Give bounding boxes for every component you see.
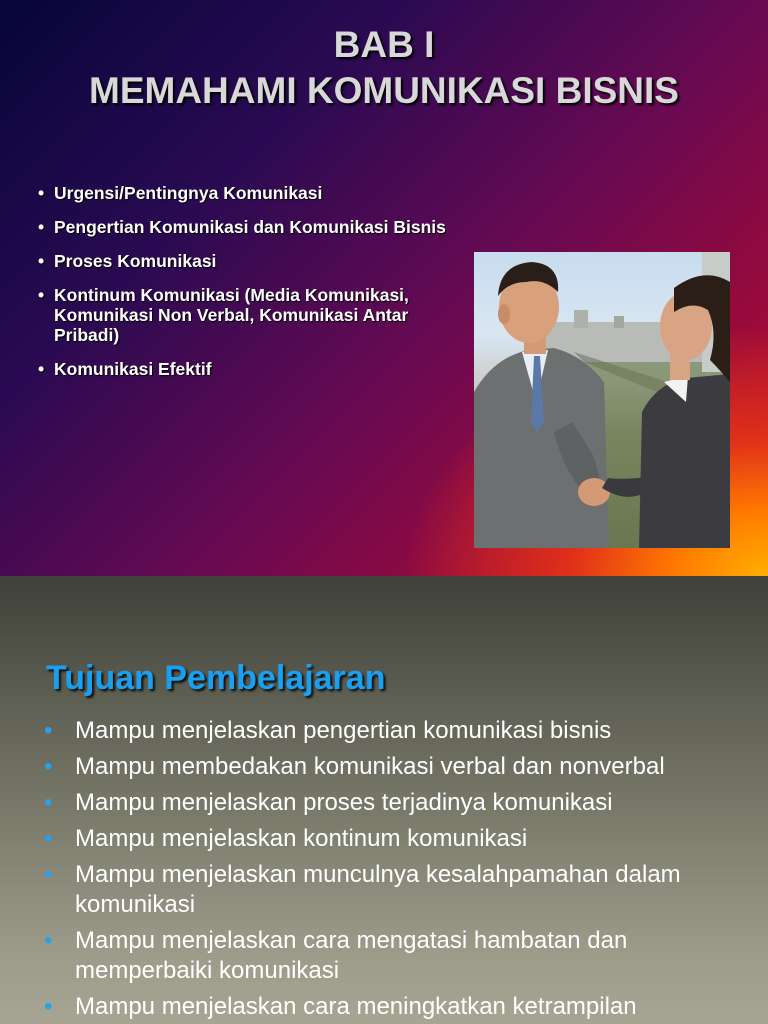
objective-item <box>44 752 744 782</box>
topic-bullet-text: Pengertian Komunikasi dan Komunikasi Bisnis <box>54 217 446 237</box>
bullet-icon: • <box>44 861 53 888</box>
topic-bullet-text: Proses Komunikasi <box>54 251 217 271</box>
topic-bullet-text: Komunikasi Efektif <box>54 359 212 379</box>
topic-bullet-list <box>38 183 458 393</box>
objective-text: Mampu membedakan komunikasi verbal dan nonverbal <box>75 753 665 780</box>
topic-bullet-item <box>38 285 458 345</box>
bullet-icon: • <box>44 825 53 852</box>
slide-title-line-2: MEMAHAMI KOMUNIKASI BISNIS <box>89 70 679 111</box>
bullet-icon: • <box>44 717 53 744</box>
bullet-icon: • <box>38 285 45 305</box>
bullet-icon: • <box>44 993 53 1020</box>
objective-item <box>44 788 744 818</box>
handshake-illustration <box>474 252 730 548</box>
bullet-icon: • <box>44 927 53 954</box>
bullet-icon: • <box>38 251 45 271</box>
objective-text: Mampu menjelaskan cara mengatasi hambatan dan memperbaiki komunikasi <box>75 927 628 984</box>
slide-title <box>0 22 768 114</box>
objective-text: Mampu menjelaskan kontinum komunikasi <box>75 825 528 852</box>
topic-bullet-text: Kontinum Komunikasi (Media Komunikasi, Komunikasi Non Verbal, Komunikasi Antar Pribadi) <box>54 285 409 345</box>
bullet-icon: • <box>38 183 45 203</box>
topic-bullet-item <box>38 359 458 379</box>
objective-item <box>44 716 744 746</box>
objective-item <box>44 860 744 920</box>
objective-text: Mampu menjelaskan pengertian komunikasi bisnis <box>75 717 612 744</box>
topic-bullet-item <box>38 217 458 237</box>
bullet-icon: • <box>38 359 45 379</box>
learning-objectives-heading: Tujuan Pembelajaran <box>46 659 386 697</box>
business-handshake-photo <box>474 252 730 548</box>
bullet-icon: • <box>44 753 53 780</box>
slide-title-line-1: BAB I <box>333 24 435 65</box>
bullet-icon: • <box>38 217 45 237</box>
objective-item <box>44 992 744 1022</box>
topic-bullet-item <box>38 251 458 271</box>
objective-text: Mampu menjelaskan munculnya kesalahpamahan dalam komunikasi <box>75 861 681 918</box>
objective-text: Mampu menjelaskan cara meningkatkan ketrampilan <box>75 993 637 1020</box>
objective-item <box>44 926 744 986</box>
slide-2 <box>0 576 768 1024</box>
learning-objectives-list <box>44 716 744 1024</box>
objective-item <box>44 824 744 854</box>
objective-text: Mampu menjelaskan proses terjadinya komunikasi <box>75 789 613 816</box>
topic-bullet-item <box>38 183 458 203</box>
bullet-icon: • <box>44 789 53 816</box>
topic-bullet-text: Urgensi/Pentingnya Komunikasi <box>54 183 323 203</box>
